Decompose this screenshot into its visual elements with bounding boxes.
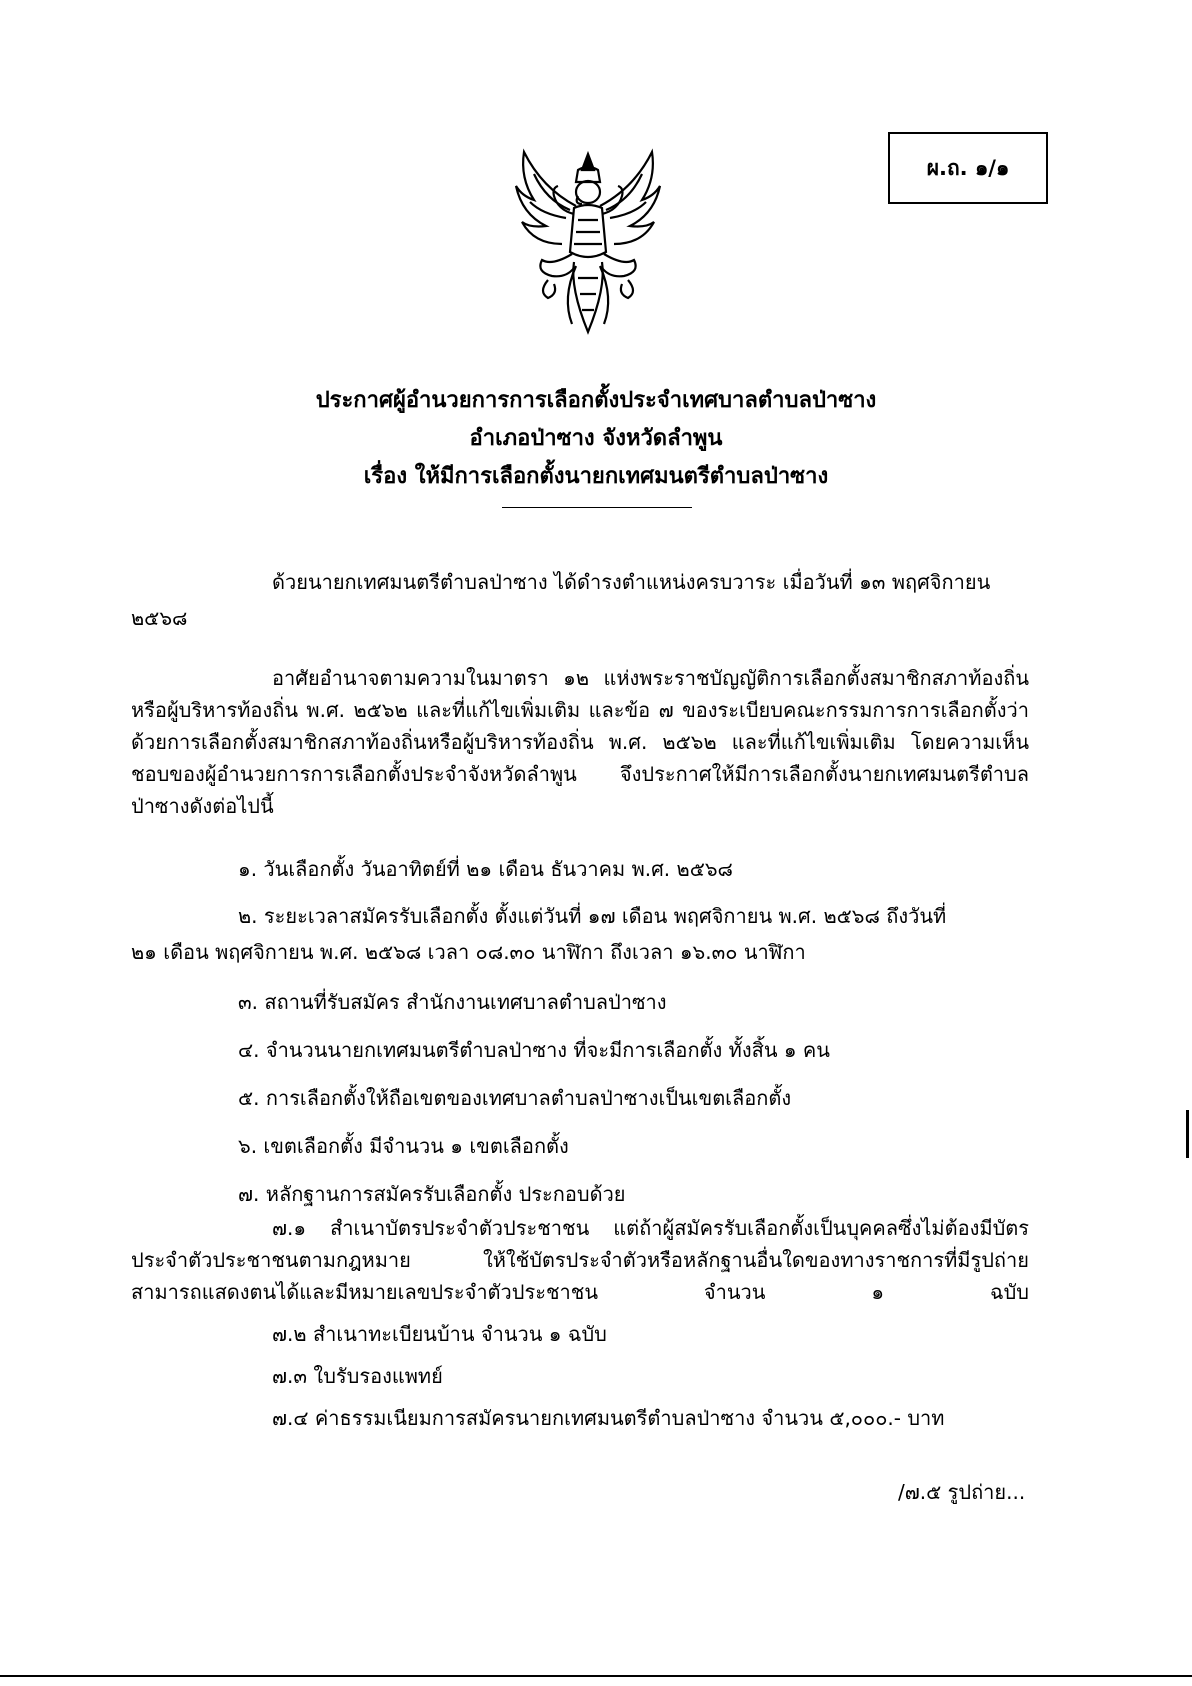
item-2-line-1: ๒. ระยะเวลาสมัครรับเลือกตั้ง ตั้งแต่วันที่ ๑๗ เดือน พฤศจิกายน พ.ศ. ๒๕๖๘ ถึงวันที่ — [238, 904, 947, 928]
announcement-title: ประกาศผู้อำนวยการการเลือกตั้งประจำเทศบาลตำบลป่าซาง — [315, 388, 877, 413]
authority-paragraph — [131, 662, 1029, 822]
item-7-4: ๗.๔ ค่าธรรมเนียมการสมัครนายกเทศมนตรีตำบลป่าซาง จำนวน ๕,๐๐๐.- บาท — [272, 1406, 945, 1430]
heading-divider — [502, 507, 692, 508]
intro-line-1: ด้วยนายกเทศมนตรีตำบลป่าซาง ได้ดำรงตำแหน่งครบวาระ เมื่อวันที่ ๑๓ พฤศจิกายน — [272, 570, 991, 594]
item-4: ๔. จำนวนนายกเทศมนตรีตำบลป่าซาง ที่จะมีการเลือกตั้ง ทั้งสิ้น ๑ คน — [238, 1038, 830, 1062]
item-7-1-paragraph — [131, 1212, 1029, 1308]
page-edge-mark — [1186, 1110, 1189, 1158]
intro-line-2: ๒๕๖๘ — [131, 606, 188, 630]
garuda-emblem — [512, 148, 664, 336]
item-7-2: ๗.๒ สำเนาทะเบียนบ้าน จำนวน ๑ ฉบับ — [272, 1322, 607, 1346]
page-bottom-rule — [0, 1675, 1192, 1677]
district-province: อำเภอป่าซาง จังหวัดลำพูน — [469, 426, 723, 451]
item-7-1-text: ๗.๑ สำเนาบัตรประจำตัวประชาชน แต่ถ้าผู้สมัครรับเลือกตั้งเป็นบุคคลซึ่งไม่ต้องมีบัตรประจำตัวประชาชนตามกฎหมาย ให้ใช้บัตรประจำตัวหรือหลักฐานอื่นใดของทางราชการที่มีรูปถ่ายสามารถแสดงตนได้และมีหมายเลขประจำตัวประชาชน จำนวน ๑ ฉบับ — [131, 1216, 1029, 1304]
item-7-3: ๗.๓ ใบรับรองแพทย์ — [272, 1364, 443, 1388]
item-2-line-2: ๒๑ เดือน พฤศจิกายน พ.ศ. ๒๕๖๘ เวลา ๐๘.๓๐ นาฬิกา ถึงเวลา ๑๖.๓๐ นาฬิกา — [131, 940, 806, 964]
item-7: ๗. หลักฐานการสมัครรับเลือกตั้ง ประกอบด้วย — [238, 1182, 626, 1206]
continuation-note: /๗.๕ รูปถ่าย... — [898, 1480, 1026, 1504]
authority-text: อาศัยอำนาจตามความในมาตรา ๑๒ แห่งพระราชบัญญัติการเลือกตั้งสมาชิกสภาท้องถิ่นหรือผู้บริหารท้องถิ่น พ.ศ. ๒๕๖๒ และที่แก้ไขเพิ่มเติม และข้อ ๗ ของระเบียบคณะกรรมการการเลือกตั้งว่าด้วยการเลือกตั้งสมาชิกสภาท้องถิ่นหรือผู้บริหารท้องถิ่น พ.ศ. ๒๕๖๒ และที่แก้ไขเพิ่มเติม โดยความเห็นชอบของผู้อำนวยการการเลือกตั้งประจำจังหวัดลำพูน จึงประกาศให้มีการเลือกตั้งนายกเทศมนตรีตำบลป่าซางดังต่อไปนี้ — [131, 666, 1029, 818]
item-1: ๑. วันเลือกตั้ง วันอาทิตย์ที่ ๒๑ เดือน ธันวาคม พ.ศ. ๒๕๖๘ — [238, 857, 733, 881]
subject-line: เรื่อง ให้มีการเลือกตั้งนายกเทศมนตรีตำบลป่าซาง — [363, 464, 829, 489]
form-code: ผ.ถ. ๑/๑ — [926, 155, 1010, 180]
item-6: ๖. เขตเลือกตั้ง มีจำนวน ๑ เขตเลือกตั้ง — [238, 1134, 569, 1158]
form-code-box — [888, 132, 1048, 204]
item-3: ๓. สถานที่รับสมัคร สำนักงานเทศบาลตำบลป่าซาง — [238, 990, 667, 1014]
item-5: ๕. การเลือกตั้งให้ถือเขตของเทศบาลตำบลป่าซางเป็นเขตเลือกตั้ง — [238, 1086, 792, 1110]
